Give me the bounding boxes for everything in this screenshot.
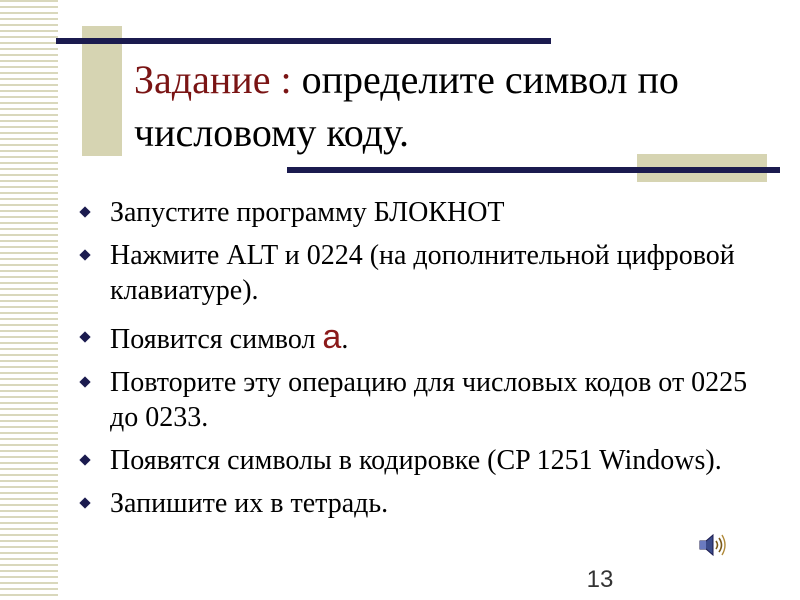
title-accent-block xyxy=(82,26,122,156)
diamond-bullet-icon xyxy=(79,376,90,387)
title-bottom-rule xyxy=(287,167,780,173)
bullet-text: Запишите их в тетрадь. xyxy=(110,488,389,519)
bullet-text: Повторите эту операцию для числовых кодов от 0225 до 0233. xyxy=(110,367,748,433)
bullet-text: Появится символ xyxy=(110,324,323,355)
diamond-bullet-icon xyxy=(79,206,90,217)
title-text: определите символ по числовому коду. xyxy=(134,57,679,155)
bullet-item xyxy=(78,238,778,308)
bullet-text-end: . xyxy=(341,324,349,355)
bullet-item xyxy=(78,443,778,478)
bullet-item xyxy=(78,486,778,521)
page-number: 13 xyxy=(586,566,614,593)
bullet-list xyxy=(78,195,778,529)
title-top-rule xyxy=(56,38,551,44)
slide-title xyxy=(134,53,774,159)
highlighted-symbol: а xyxy=(322,318,342,356)
speaker-icon[interactable] xyxy=(697,532,729,558)
bullet-text: Нажмите ALT и 0224 (на дополнительной цифровой клавиатуре). xyxy=(110,240,735,306)
bullet-text: Запустите программу БЛОКНОТ xyxy=(110,197,505,228)
diamond-bullet-icon xyxy=(79,497,90,508)
bullet-item xyxy=(78,320,778,357)
bullet-text: Появятся символы в кодировке (CP 1251 Windows). xyxy=(110,445,722,476)
diamond-bullet-icon xyxy=(79,331,90,342)
diamond-bullet-icon xyxy=(79,249,90,260)
title-label: Задание : xyxy=(134,57,292,102)
bullet-item xyxy=(78,365,778,435)
bullet-item xyxy=(78,195,778,230)
left-stripe-decoration xyxy=(0,0,58,600)
diamond-bullet-icon xyxy=(79,454,90,465)
